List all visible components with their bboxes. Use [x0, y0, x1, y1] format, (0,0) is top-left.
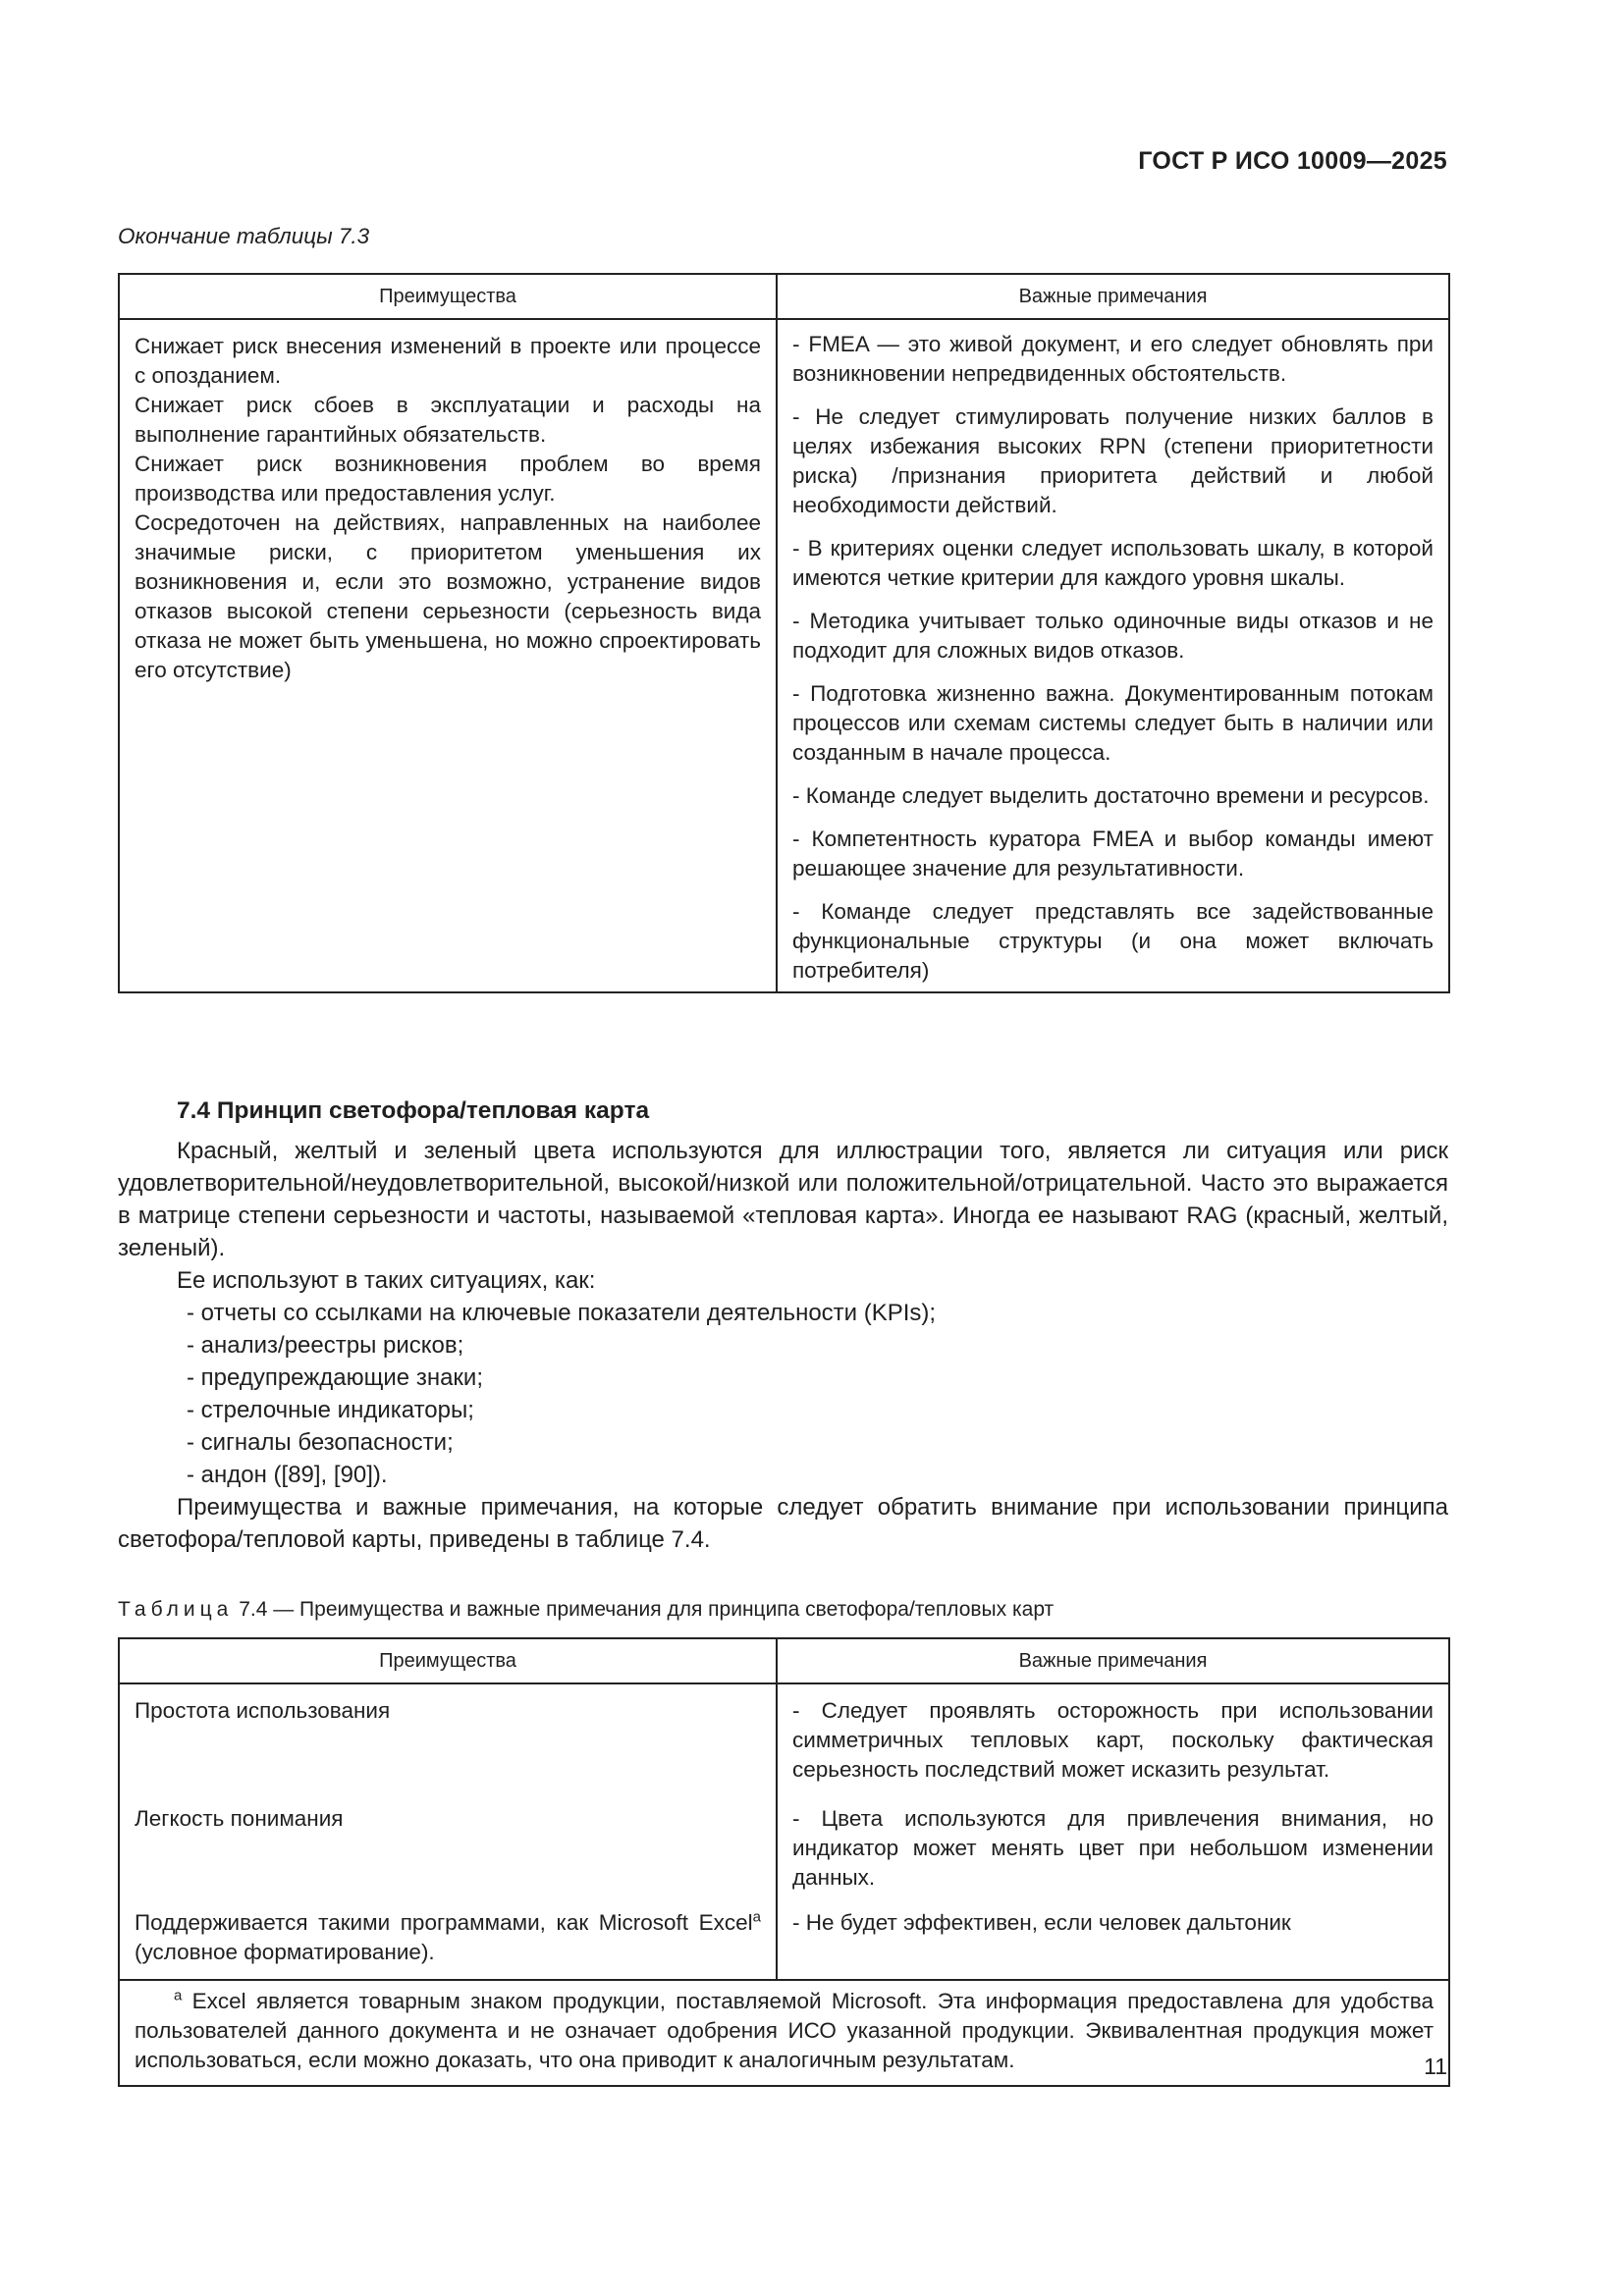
- list-item: - анализ/реестры рисков;: [187, 1332, 464, 1359]
- note-item: - Команде следует выделить достаточно времени и ресурсов.: [792, 783, 1430, 808]
- table-label: Таблица: [118, 1598, 234, 1621]
- list-item: - отчеты со ссылками на ключевые показатели деятельности (KPIs);: [187, 1300, 937, 1326]
- table-7-4-title: [118, 1598, 1054, 1622]
- page-number: 11: [1424, 2054, 1447, 2079]
- footnote-ref: a: [752, 1908, 761, 1926]
- advantage-cell: Простота использования: [119, 1683, 777, 1792]
- footnote-text: Excel является товарным знаком продукции, поставляемой Microsoft. Эта информация предоставлена для удобства пользователей данного документа и не означает одобрения ИСО указанной продукции. Эквивалентная продукция может использоваться, если можно доказать, что она приводит к аналогичным результатам.: [135, 1989, 1434, 2072]
- note-item: - FMEA — это живой документ, и его следует обновлять при возникновении непредвиденных обстоятельств.: [792, 332, 1434, 386]
- note-item: - Компетентность куратора FMEA и выбор команды имеют решающее значение для результативности.: [792, 827, 1434, 881]
- note-item: - Подготовка жизненно важна. Документированным потокам процессов или схемам системы следует быть в наличии или созданным в начале процесса.: [792, 681, 1434, 765]
- list-item: - стрелочные индикаторы;: [187, 1397, 474, 1423]
- section-heading: 7.4 Принцип светофора/тепловая карта: [177, 1097, 650, 1124]
- list-item: - сигналы безопасности;: [187, 1429, 454, 1456]
- note-item: - Не следует стимулировать получение низких баллов в целях избежания высоких RPN (степени приоритетности риска) /признания приоритета действий и любой необходимости действий.: [792, 404, 1434, 517]
- note-item: - Методика учитывает только одиночные виды отказов и не подходит для сложных видов отказов.: [792, 609, 1434, 663]
- document-header: ГОСТ Р ИСО 10009—2025: [1138, 147, 1447, 175]
- advantage-item: Сосредоточен на действиях, направленных на наиболее значимые риски, с приоритетом уменьшения их возникновения и, если это возможно, устранение видов отказов высокой степени серьезности (серьезность вида отказа не может быть уменьшена, но можно спроектировать его отсутствие): [135, 510, 761, 682]
- advantage-item: Снижает риск сбоев в эксплуатации и расходы на выполнение гарантийных обязательств.: [135, 393, 761, 447]
- paragraph: Красный, желтый и зеленый цвета используются для иллюстрации того, является ли ситуация или риск удовлетворительной/неудовлетворительной, высокой/низкой или положительной/отрицательной. Часто это выражается в матрице степени серьезности и частоты, называемой «тепловая карта». Иногда ее называют RAG (красный, желтый, зеленый).: [118, 1138, 1448, 1261]
- paragraph: Ее используют в таких ситуациях, как:: [177, 1267, 596, 1294]
- note-cell: - Цвета используются для привлечения внимания, но индикатор может менять цвет при небольшом изменении данных.: [777, 1792, 1449, 1896]
- table-7-3-continuation-caption: Окончание таблицы 7.3: [118, 224, 370, 248]
- column-header-advantages: Преимущества: [119, 274, 777, 319]
- table-7-4: [118, 1637, 1450, 2087]
- advantage-item: Снижает риск возникновения проблем во время производства или предоставления услуг.: [135, 452, 761, 506]
- advantages-cell: [119, 319, 777, 992]
- footnote-cell: [119, 1980, 1449, 2086]
- advantage-text: Поддерживается такими программами, как Microsoft Excel: [135, 1910, 753, 1935]
- paragraph: Преимущества и важные примечания, на которые следует обратить внимание при использовании принципа светофора/тепловой карты, приведены в таблице 7.4.: [118, 1494, 1448, 1553]
- column-header-notes: Важные примечания: [777, 274, 1449, 319]
- footnote-mark: a: [174, 1987, 183, 2004]
- table-7-3: [118, 273, 1450, 993]
- column-header-advantages: Преимущества: [119, 1638, 777, 1683]
- column-header-notes: Важные примечания: [777, 1638, 1449, 1683]
- usage-list: [118, 1297, 1448, 1491]
- notes-cell: [777, 319, 1449, 992]
- note-cell: - Не будет эффективен, если человек дальтоник: [777, 1896, 1449, 1980]
- advantage-cell: [119, 1896, 777, 1980]
- note-item: - Команде следует представлять все задействованные функциональные структуры (и она может включать потребителя): [792, 899, 1434, 983]
- section-7-4: [118, 1095, 1448, 1556]
- table-title-text: 7.4 — Преимущества и важные примечания для принципа светофора/тепловых карт: [239, 1598, 1055, 1621]
- advantage-cell: Легкость понимания: [119, 1792, 777, 1896]
- advantage-item: Снижает риск внесения изменений в проекте или процессе с опозданием.: [135, 334, 761, 388]
- list-item: - предупреждающие знаки;: [187, 1364, 484, 1391]
- list-item: - андон ([89], [90]).: [187, 1462, 388, 1488]
- note-cell: - Следует проявлять осторожность при использовании симметричных тепловых карт, поскольку фактическая серьезность последствий может исказить результат.: [777, 1683, 1449, 1792]
- advantage-text-end: (условное форматирование).: [135, 1940, 435, 1964]
- note-item: - В критериях оценки следует использовать шкалу, в которой имеются четкие критерии для каждого уровня шкалы.: [792, 536, 1434, 590]
